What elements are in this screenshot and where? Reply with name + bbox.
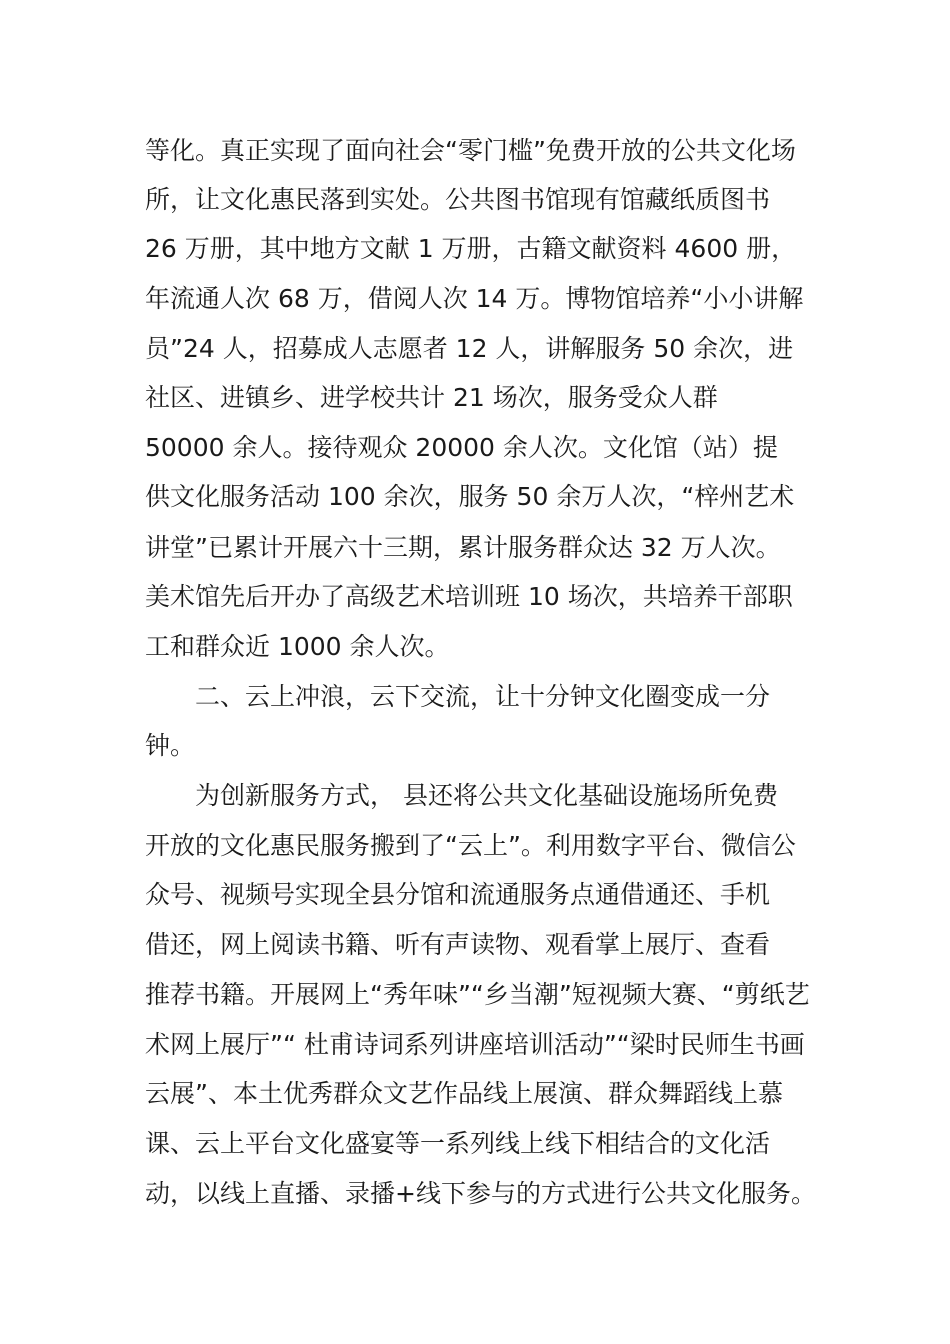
body-text-line: 年流通人次 68 万，借阅人次 14 万。博物馆培养“小小讲解 xyxy=(145,284,804,313)
body-text-line: 等化。真正实现了面向社会“零门槛”免费开放的公共文化场 xyxy=(145,136,796,165)
body-text-line: 动，以线上直播、录播+线下参与的方式进行公共文化服务。 xyxy=(145,1179,816,1208)
section-heading-line: 钟。 xyxy=(145,731,196,760)
body-text-line: 26 万册，其中地方文献 1 万册，古籍文献资料 4600 册， xyxy=(145,234,797,263)
body-text-line: 借还，网上阅读书籍、听有声读物、观看掌上展厅、查看 xyxy=(145,930,771,959)
body-text-line: 为创新服务方式， 县还将公共文化基础设施场所免费 xyxy=(195,781,778,810)
body-text-line: 众号、视频号实现全县分馆和流通服务点通借通还、手机 xyxy=(145,880,771,909)
body-text-line: 云展”、本土优秀群众文艺作品线上展演、群众舞蹈线上慕 xyxy=(145,1079,783,1108)
body-text-line: 讲堂”已累计开展六十三期，累计服务群众达 32 万人次。 xyxy=(145,533,781,562)
body-text-line: 推荐书籍。开展网上“秀年味”“乡当潮”短视频大赛、“剪纸艺 xyxy=(145,980,810,1009)
body-text-line: 供文化服务活动 100 余次，服务 50 余万人次，“梓州艺术 xyxy=(145,482,795,511)
body-text-line: 开放的文化惠民服务搬到了“云上”。利用数字平台、微信公 xyxy=(145,831,796,860)
body-text-line: 课、云上平台文化盛宴等一系列线上线下相结合的文化活 xyxy=(145,1129,771,1158)
section-heading-line: 二、云上冲浪，云下交流，让十分钟文化圈变成一分 xyxy=(195,682,771,711)
body-text-line: 员”24 人，招募成人志愿者 12 人，讲解服务 50 余次，进 xyxy=(145,334,794,363)
body-text-line: 所，让文化惠民落到实处。公共图书馆现有馆藏纸质图书 xyxy=(145,185,771,214)
body-text-line: 50000 余人。接待观众 20000 余人次。文化馆（站）提 xyxy=(145,433,778,462)
body-text-line: 美术馆先后开办了高级艺术培训班 10 场次，共培养干部职 xyxy=(145,582,793,611)
body-text-line: 工和群众近 1000 余人次。 xyxy=(145,632,450,661)
body-text-line: 社区、进镇乡、进学校共计 21 场次，服务受众人群 xyxy=(145,383,718,412)
body-text-line: 术网上展厅”“ 杜甫诗词系列讲座培训活动”“梁时民师生书画 xyxy=(145,1030,805,1059)
